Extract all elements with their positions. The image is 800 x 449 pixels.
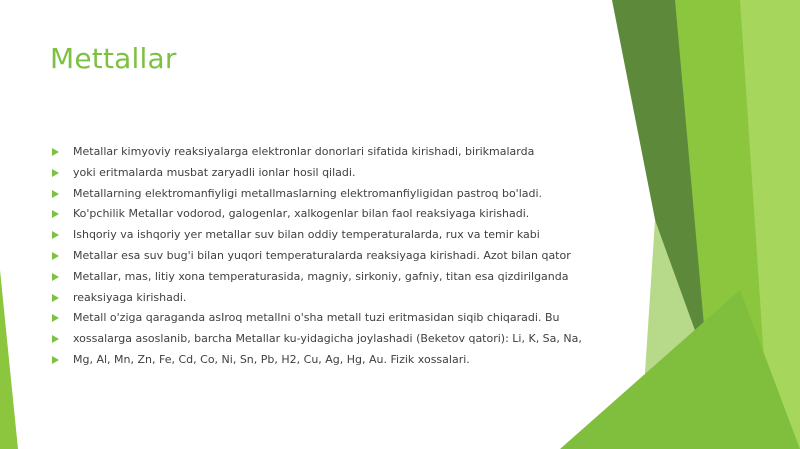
bullet-text: Ko'pchilik Metallar vodorod, galogenlar, xalkogenlar bilan faol reaksiyaga kirishadi. <box>73 207 530 221</box>
bullet-item <box>50 142 630 163</box>
bullet-item <box>50 246 630 267</box>
triangle-right-icon <box>52 252 59 260</box>
bullet-text: Metallar, mas, litiy xona temperaturasida, magniy, sirkoniy, gafniy, titan esa qizdirilganda <box>73 269 569 283</box>
triangle-right-icon <box>52 231 59 239</box>
triangle-right-icon <box>52 148 59 156</box>
bullet-text: yoki eritmalarda musbat zaryadli ionlar hosil qiladi. <box>73 165 356 179</box>
triangle-right-icon <box>52 314 59 322</box>
bullet-text: reaksiyaga kirishadi. <box>73 290 187 304</box>
bullet-item <box>50 204 630 225</box>
bullet-text: Ishqoriy va ishqoriy yer metallar suv bilan oddiy temperaturalarda, rux va temir kabi <box>73 228 540 242</box>
triangle-right-icon <box>52 294 59 302</box>
left-edge-stripe <box>0 270 18 449</box>
bullet-item <box>50 225 630 246</box>
triangle-right-icon <box>52 190 59 198</box>
triangle-right-icon <box>52 169 59 177</box>
bullet-item <box>50 288 630 309</box>
triangle-right-icon <box>52 356 59 364</box>
triangle-right-icon <box>52 210 59 218</box>
bullet-item <box>50 267 630 288</box>
bullet-item <box>50 184 630 205</box>
bullet-item <box>50 329 630 350</box>
bullet-text: Metallar esa suv bug'i bilan yuqori temperaturalarda reaksiyaga kirishadi. Azot bilan qator <box>73 248 571 262</box>
bullet-text: Metall o'ziga qaraganda asIroq metallni o'sha metall tuzi eritmasidan siqib chiqaradi. Bu <box>73 311 560 325</box>
bullet-text: Metallarning elektromanfiyligi metallmaslarning elektromanfiyligidan pastroq bo'ladi. <box>73 186 543 200</box>
triangle-right-icon <box>52 273 59 281</box>
bullet-item <box>50 350 630 371</box>
bullet-item <box>50 308 630 329</box>
bullet-text: xossalarga asoslanib, barcha Metallar ku-yidagicha joylashadi (Beketov qatori): Li, K, Sa, Na, <box>73 332 582 346</box>
slide-title: Mettallar <box>50 42 177 75</box>
bullet-list <box>50 142 630 371</box>
bullet-item <box>50 163 630 184</box>
triangle-right-icon <box>52 335 59 343</box>
bullet-text: Metallar kimyoviy reaksiyalarga elektronlar donorlari sifatida kirishadi, birikmalarda <box>73 145 535 158</box>
bullet-text: Mg, Al, Mn, Zn, Fe, Cd, Co, Ni, Sn, Pb, H2, Cu, Ag, Hg, Au. Fizik xossalari. <box>73 352 470 366</box>
